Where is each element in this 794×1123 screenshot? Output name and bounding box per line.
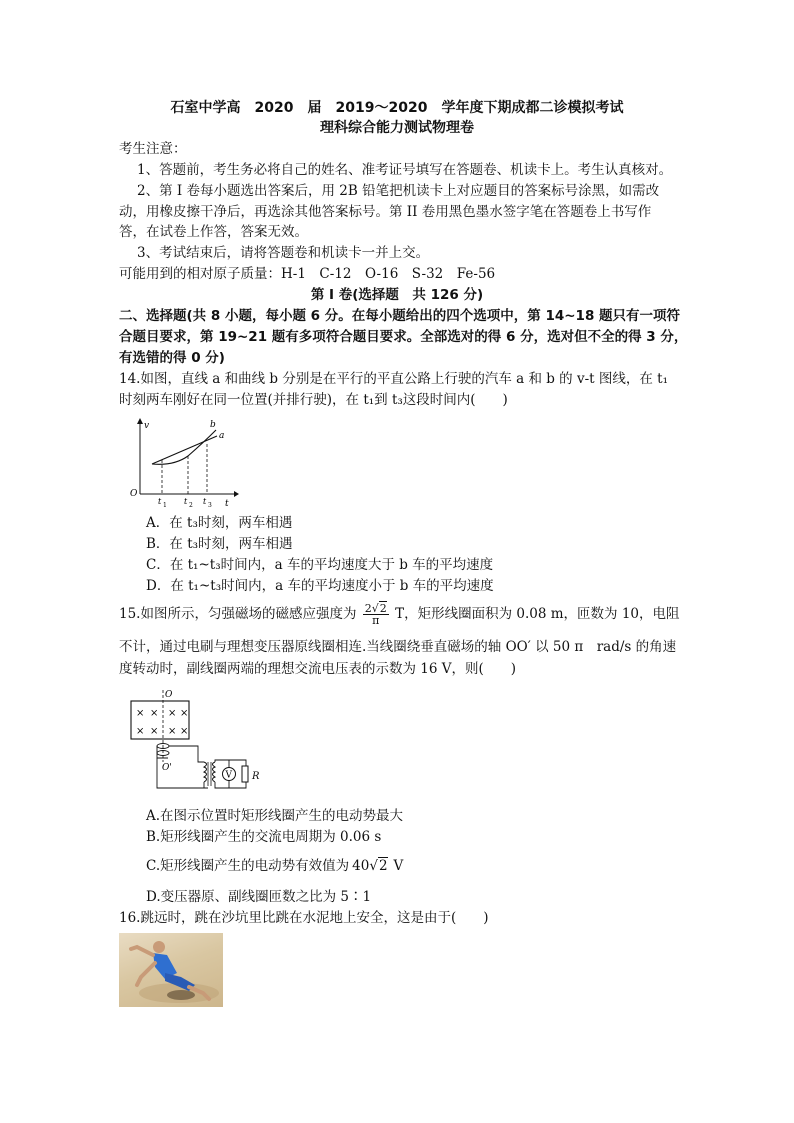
emf-unit: V xyxy=(393,858,404,874)
q15-option-c-text: C.矩形线圈产生的电动势有效值为 xyxy=(146,858,350,874)
axis-o-bottom: O' xyxy=(162,763,172,773)
q15-option-b: B.矩形线圈产生的交流电周期为 0.06 s xyxy=(146,829,382,845)
t2-subscript: 2 xyxy=(189,502,193,509)
primary-coil xyxy=(204,762,207,782)
atomic-masses: 可能用到的相对原子质量：H-1 C-12 O-16 S-32 Fe-56 xyxy=(119,266,496,282)
voltmeter-label: V xyxy=(225,770,232,781)
long-jump-photo xyxy=(119,933,223,1007)
fraction-coef: 2 xyxy=(364,602,372,615)
q15-stem-line-1 xyxy=(119,603,680,626)
field-cross: × xyxy=(150,726,159,737)
emf-radicand: 2 xyxy=(378,858,388,874)
q15-stem-pre: 15.如图所示，匀强磁场的磁感应强度为 xyxy=(119,606,357,622)
axis-o-top: O xyxy=(165,690,173,700)
curve-b xyxy=(152,430,216,464)
athlete-illustration xyxy=(119,933,223,1007)
section-desc-line-1: 二、选择题(共 8 小题，每小题 6 分。在每小题给出的四个选项中，第 14~18 题只有一项符 xyxy=(119,308,681,324)
q15-option-d: D.变压器原、副线圈匝数之比为 5∶1 xyxy=(146,889,372,905)
exam-title: 石室中学高 2020 届 2019～2020 学年度下期成都二诊模拟考试 xyxy=(170,100,624,116)
t3-subscript: 3 xyxy=(208,502,212,509)
field-cross: × xyxy=(168,726,177,737)
q14-vt-graph xyxy=(124,416,240,509)
fraction-radicand: 2 xyxy=(379,602,387,615)
notice-heading: 考生注意： xyxy=(119,141,187,157)
q16-stem-line-1: 16.跳远时，跳在沙坑里比跳在水泥地上安全，这是由于( ) xyxy=(119,910,489,926)
q15-option-a: A.在图示位置时矩形线圈产生的电动势最大 xyxy=(146,808,404,824)
q15-circuit-figure xyxy=(128,688,248,800)
field-cross: × xyxy=(136,708,145,719)
curve-b-label: b xyxy=(210,420,216,430)
t2-label: t xyxy=(184,497,188,506)
q15-stem-post: T，矩形线圈面积为 0.08 m，匝数为 10，电阻 xyxy=(395,606,680,622)
field-cross: × xyxy=(136,726,145,737)
field-cross: × xyxy=(150,708,159,719)
notice-item-3: 3、考试结束后，请将答题卷和机读卡一并上交。 xyxy=(137,245,430,261)
q14-option-a: A．在 t₃时刻，两车相遇 xyxy=(146,515,293,531)
q15-option-c: C.矩形线圈产生的电动势有效值为 40√2 V xyxy=(146,858,404,874)
notice-item-2-line-1: 2、第 I 卷每小题选出答案后，用 2B 铅笔把机读卡上对应题目的答案标号涂黑，如需改 xyxy=(137,183,660,199)
secondary-coil xyxy=(213,762,216,782)
t1-label: t xyxy=(158,497,162,506)
section-desc-line-2: 合题目要求，第 19~21 题有多项符合题目要求。全部选对的得 6 分，选对但不全的得 3 分， xyxy=(119,329,688,345)
notice-item-1: 1、答题前，考生务必将自己的姓名、准考证号填写在答题卷、机读卡上。考生认真核对。 xyxy=(137,162,673,178)
field-cross: × xyxy=(168,708,177,719)
t3-label: t xyxy=(203,497,207,506)
magnetic-field-fraction: $\frac{2√2}{\pi}$ xyxy=(364,602,387,627)
line-a-label: a xyxy=(219,431,225,441)
notice-item-2-line-2: 动，用橡皮擦干净后，再选涂其他答案标号。第 II 卷用黑色墨水签字笔在答题卷上书写作 xyxy=(119,204,652,220)
exam-subtitle: 理科综合能力测试物理卷 xyxy=(320,120,474,136)
q14-stem-line-1: 14.如图，直线 a 和曲线 b 分别是在平行的平直公路上行驶的汽车 a 和 b 的 v-t 图线，在 t₁ xyxy=(119,371,669,387)
section-desc-line-3: 有选错的得 0 分) xyxy=(119,350,225,366)
q15-stem-line-2: 不计，通过电刷与理想变压器原线圈相连.当线圈绕垂直磁场的轴 OO′ 以 50 π rad/s 的角速 xyxy=(119,639,677,655)
origin-label: O xyxy=(130,489,138,499)
q14-option-d: D．在 t₁~t₃时间内，a 车的平均速度小于 b 车的平均速度 xyxy=(146,578,494,594)
notice-item-2-line-3: 答，在试卷上作答，答案无效。 xyxy=(119,224,308,240)
t1-subscript: 1 xyxy=(163,502,167,509)
q14-option-c: C．在 t₁~t₃时间内，a 车的平均速度大于 b 车的平均速度 xyxy=(146,557,494,573)
resistor-label: R xyxy=(252,771,260,782)
q15-stem-line-3: 度转动时，副线圈两端的理想交流电压表的示数为 16 V，则( ) xyxy=(119,661,517,677)
q14-stem-line-2: 时刻两车刚好在同一位置(并排行驶)，在 t₁到 t₃这段时间内( ) xyxy=(119,392,508,408)
resistor xyxy=(242,766,248,782)
t-axis-label: t xyxy=(225,499,229,509)
fraction-denominator: π xyxy=(372,614,380,627)
field-cross: × xyxy=(180,726,189,737)
section-title: 第 I 卷(选择题 共 126 分) xyxy=(310,287,484,303)
v-axis-label: v xyxy=(144,421,150,431)
field-cross: × xyxy=(180,708,189,719)
emf-coefficient: 40 xyxy=(352,858,370,874)
q14-option-b: B．在 t₃时刻，两车相遇 xyxy=(146,536,293,552)
